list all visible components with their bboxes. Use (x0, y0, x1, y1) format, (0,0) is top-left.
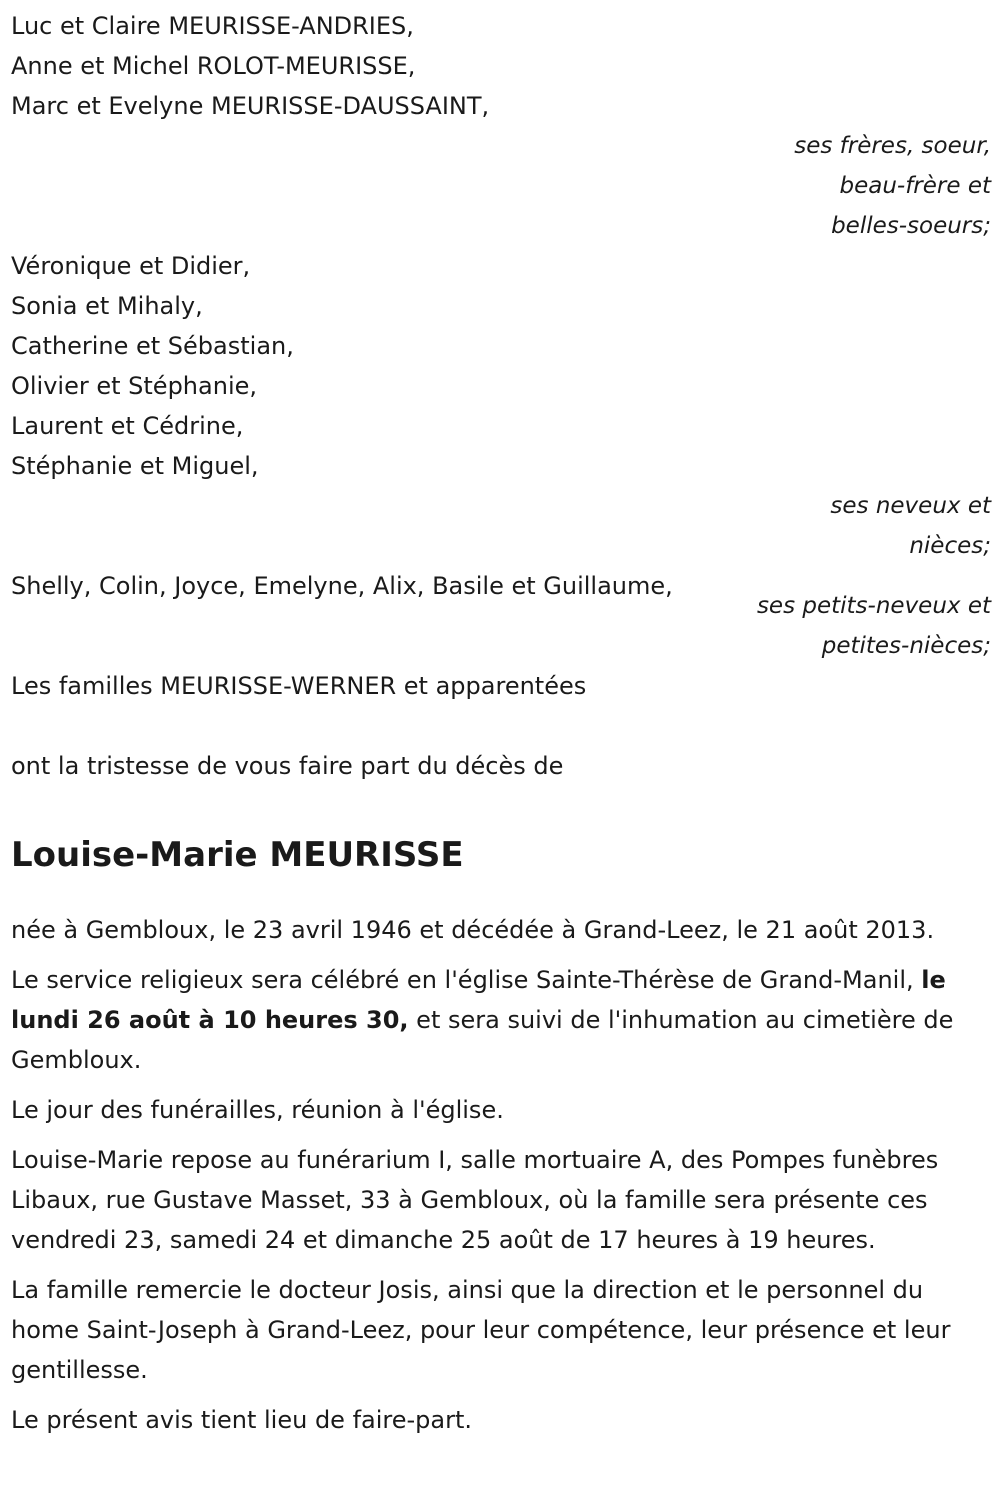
relation-line: nièces; (909, 533, 991, 559)
service-date-time: le lundi 26 août à 10 heures 30, (11, 966, 946, 1034)
sibling-line: Marc et Evelyne MEURISSE-DAUSSAINT, (11, 92, 490, 120)
nephew-line: Catherine et Sébastian, (11, 332, 294, 360)
nephew-line: Stéphanie et Miguel, (11, 452, 259, 480)
grandnephews-line: Shelly, Colin, Joyce, Emelyne, Alix, Basile et Guillaume, (11, 572, 673, 600)
nephews-list (11, 246, 991, 486)
relation-line: ses neveux et (830, 493, 991, 519)
nephew-line: Sonia et Mihaly, (11, 292, 203, 320)
deceased-name: Louise-Marie MEURISSE (11, 835, 464, 875)
siblings-relation (11, 126, 991, 246)
relation-line: beau-frère et (839, 173, 991, 199)
grandnephews-row (11, 566, 991, 606)
nephew-line: Véronique et Didier, (11, 252, 251, 280)
gathering-paragraph: Le jour des funérailles, réunion à l'église. (11, 1096, 504, 1124)
nephews-relation (11, 486, 991, 566)
nephew-line: Laurent et Cédrine, (11, 412, 244, 440)
relation-line: ses petits-neveux et (756, 593, 991, 619)
repose-paragraph: Louise-Marie repose au funérarium I, salle mortuaire A, des Pompes funèbres Libaux, rue Gustave Masset, 33 à Gembloux, où la famille sera présente ces vendredi 23, samedi 24 et dimanche 25 août de 17 heures à 19 heures. (11, 1146, 939, 1254)
service-paragraph (11, 960, 986, 1080)
birth-death-paragraph: née à Gembloux, le 23 avril 1946 et décédée à Grand-Leez, le 21 août 2013. (11, 916, 935, 944)
nephew-line: Olivier et Stéphanie, (11, 372, 257, 400)
closing-paragraph: Le présent avis tient lieu de faire-part. (11, 1406, 473, 1434)
obituary-notice (11, 6, 991, 1450)
siblings-list (11, 6, 991, 126)
thanks-paragraph: La famille remercie le docteur Josis, ainsi que la direction et le personnel du home Saint-Joseph à Grand-Leez, pour leur compétence, leur présence et leur gentillesse. (11, 1276, 951, 1384)
relation-line: ses frères, soeur, (794, 133, 991, 159)
service-text-before: Le service religieux sera célébré en l'église Sainte-Thérèse de Grand-Manil, (11, 966, 922, 994)
families-line: Les familles MEURISSE-WERNER et apparentées (11, 672, 587, 700)
service-text-after: et sera suivi de l'inhumation au cimetière de Gembloux. (11, 1006, 954, 1074)
relation-line: petites-nièces; (821, 633, 991, 659)
announcement-line: ont la tristesse de vous faire part du décès de (11, 752, 564, 780)
sibling-line: Anne et Michel ROLOT-MEURISSE, (11, 52, 416, 80)
relation-line: belles-soeurs; (831, 213, 991, 239)
sibling-line: Luc et Claire MEURISSE-ANDRIES, (11, 12, 414, 40)
